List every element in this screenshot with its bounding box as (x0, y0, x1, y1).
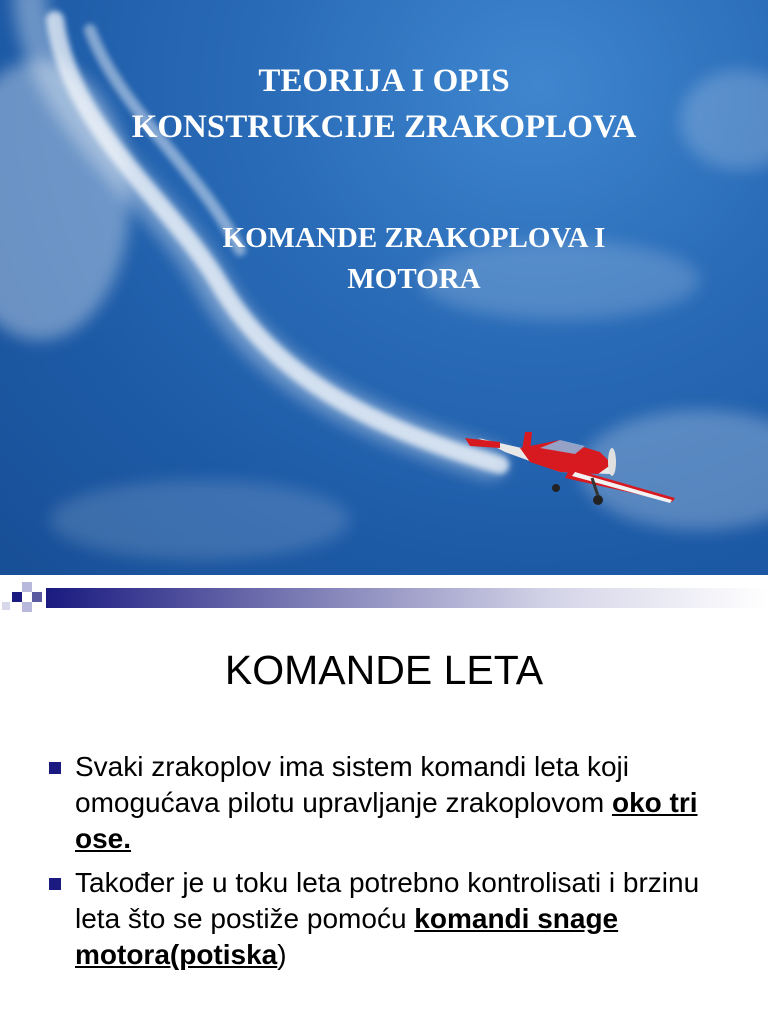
subtitle-line: KOMANDE ZRAKOPLOVA I (222, 222, 606, 254)
bullet-square-icon (49, 878, 61, 890)
bullet-text: Također je u toku leta potrebno kontrolisati i brzinu leta što se postiže pomoću (75, 867, 700, 934)
slide-subtitle (60, 218, 768, 300)
bullet-tail: ) (277, 939, 287, 970)
header-bar (0, 582, 768, 616)
subtitle-line: MOTORA (347, 263, 481, 295)
bullet-emphasis: oko tri ose. (75, 787, 698, 854)
bullet-list (47, 749, 747, 981)
title-line: KONSTRUKCIJE ZRAKOPLOVA (131, 109, 637, 145)
list-item (47, 749, 747, 857)
bullet-text: Svaki zrakoplov ima sistem komandi leta koji omogućava pilotu upravljanje zrakoplovom (75, 751, 629, 818)
checker-pattern (2, 582, 42, 612)
content-heading: KOMANDE LETA (224, 647, 544, 693)
bullet-emphasis: komandi snage motora(potiska (75, 903, 619, 970)
content-slide (0, 575, 768, 1024)
slide-title (0, 58, 768, 150)
title-line: TEORIJA I OPIS (258, 63, 510, 99)
list-item (47, 865, 747, 973)
bullet-square-icon (49, 762, 61, 774)
